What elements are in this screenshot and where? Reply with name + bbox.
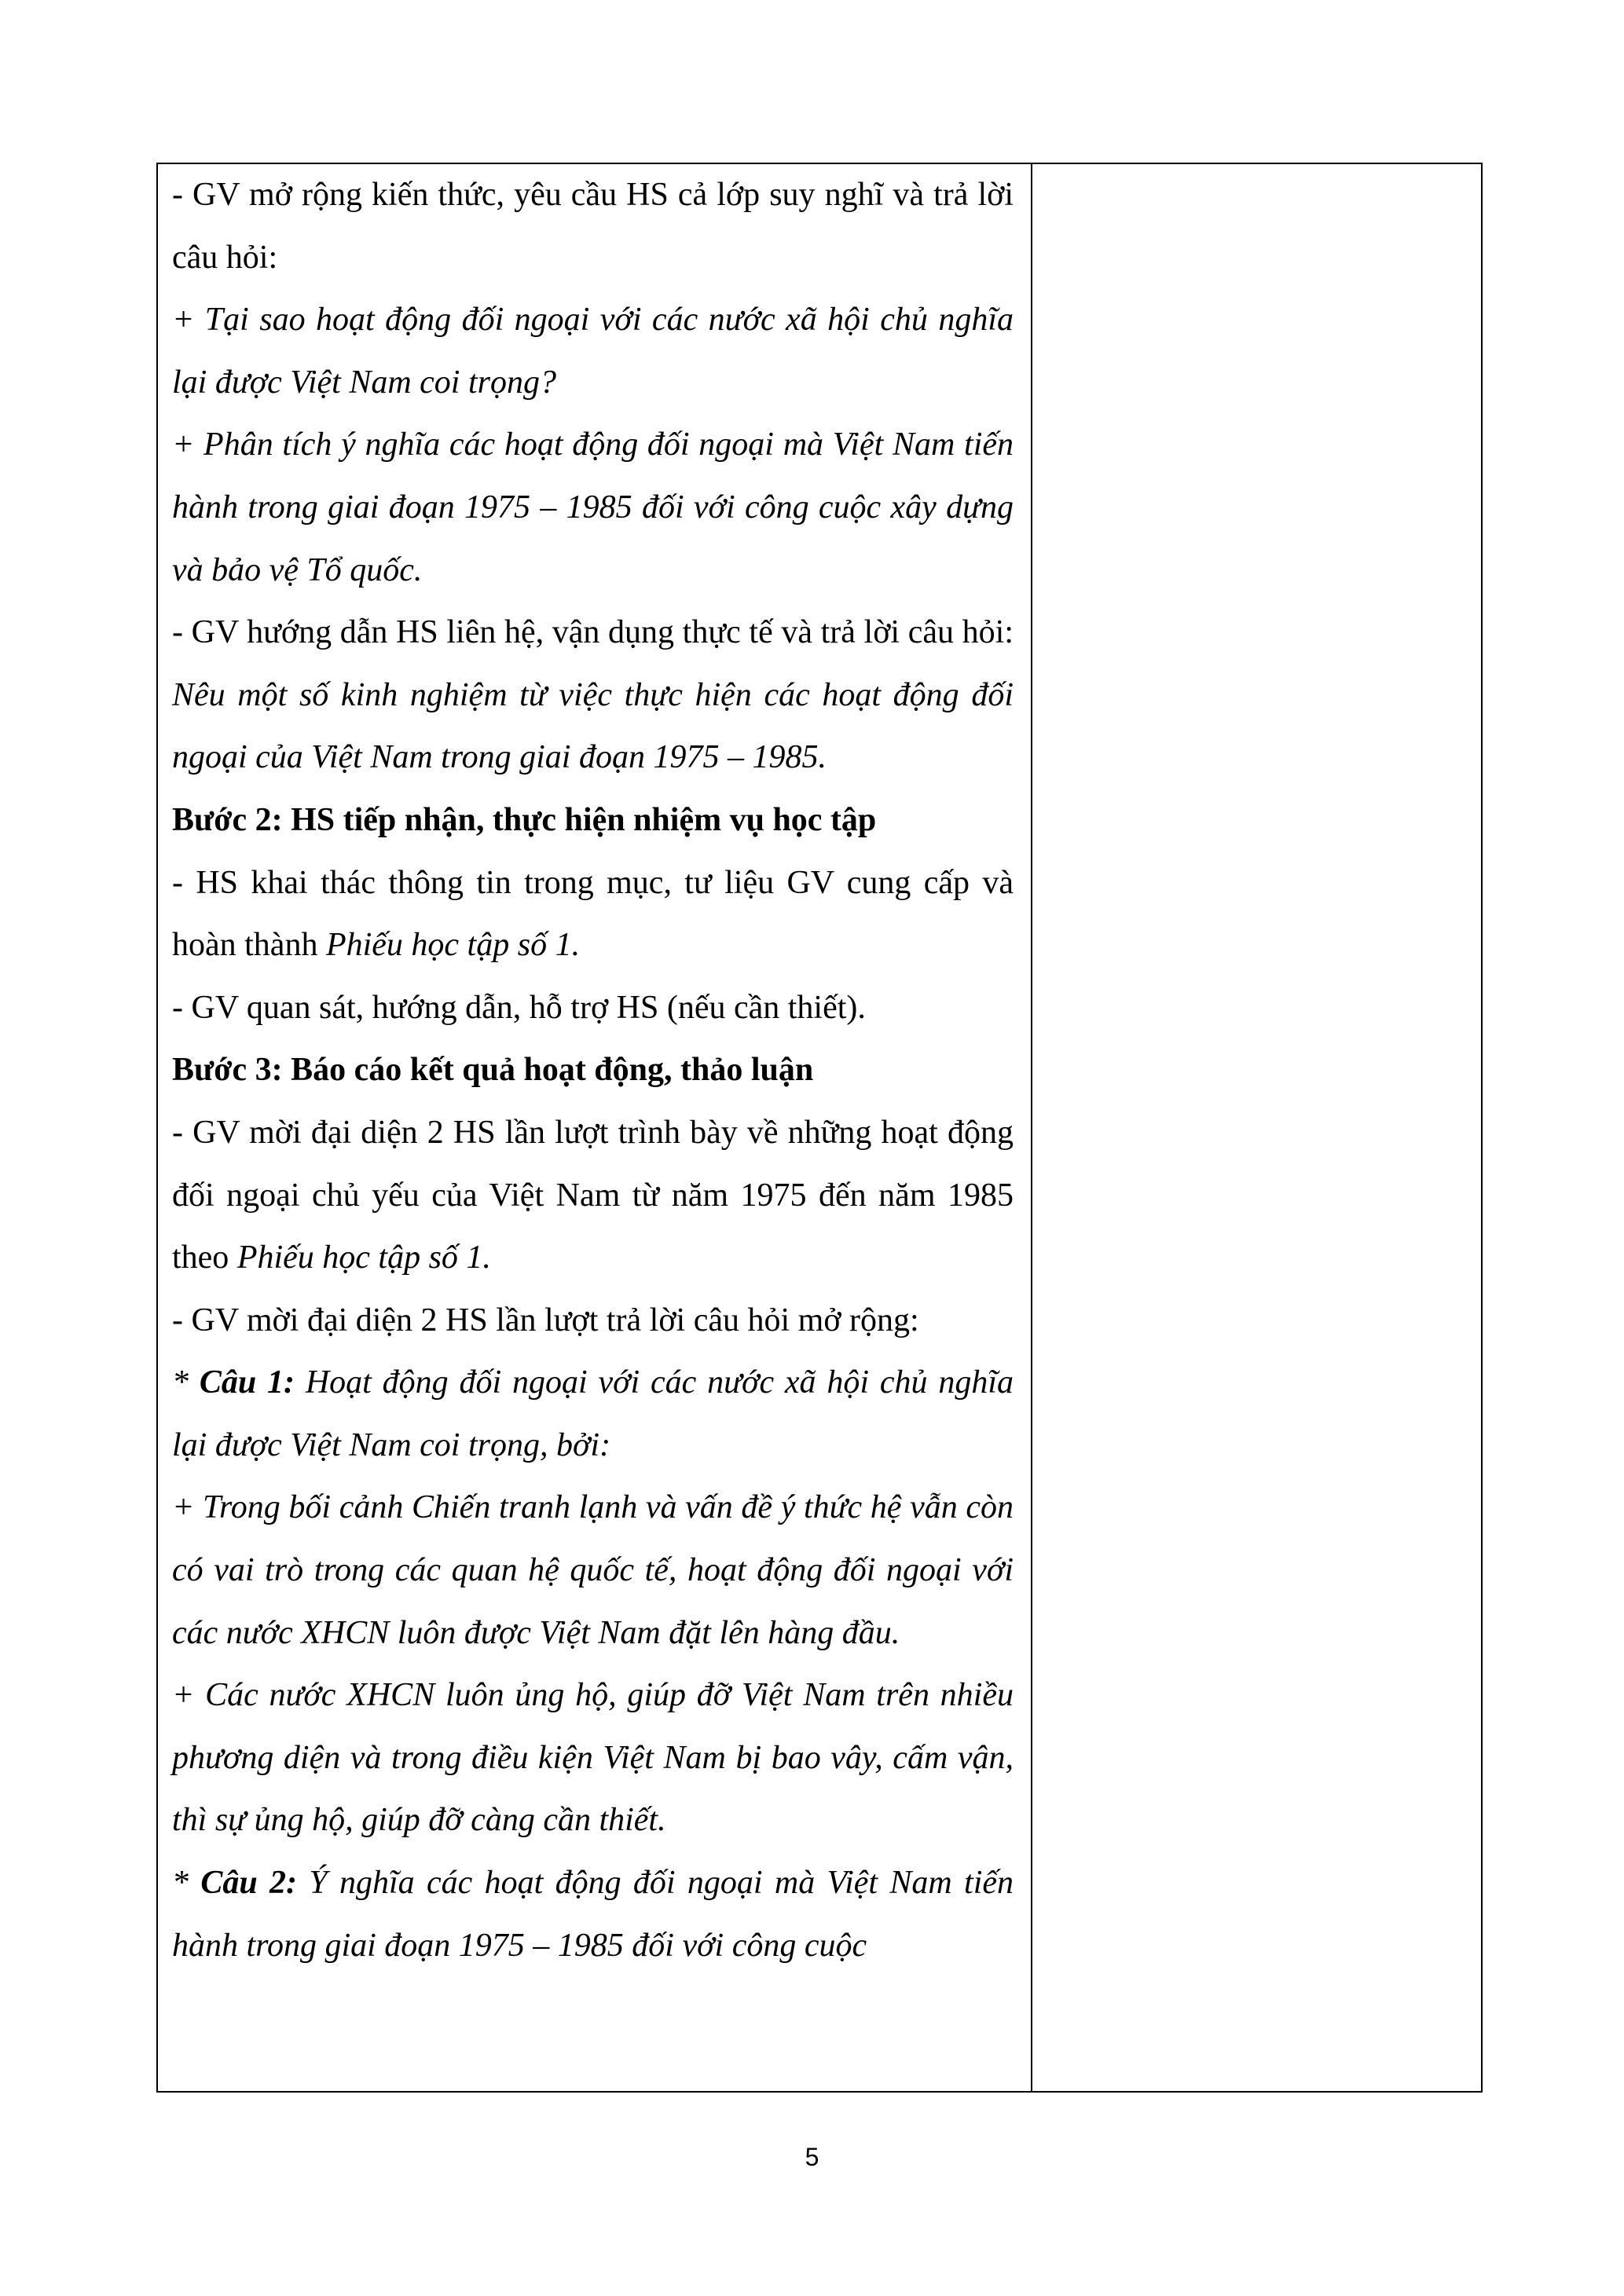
text-run: - GV quan sát, hướng dẫn, hỗ trợ HS (nếu cần thiết). xyxy=(172,989,866,1026)
text-run: + Các nước XHCN luôn ủng hộ, giúp đỡ Việt Nam trên nhiều phương diện và trong điều kiện Việt Nam bị bao vây, cấm vận, thì sự ủng hộ, giúp đỡ càng cần thiết. xyxy=(172,1677,1014,1839)
paragraph xyxy=(172,289,1014,414)
activity-cell xyxy=(158,164,1032,2091)
text-run: - GV mời đại diện 2 HS lần lượt trả lời câu hỏi mở rộng: xyxy=(172,1302,919,1338)
paragraph xyxy=(172,789,1014,852)
paragraph xyxy=(172,1102,1014,1290)
text-run: * xyxy=(172,1865,201,1902)
paragraph xyxy=(172,1477,1014,1664)
paragraph xyxy=(172,1039,1014,1102)
text-run: - GV mở rộng kiến thức, yêu cầu HS cả lớp suy nghĩ và trả lời câu hỏi: xyxy=(172,177,1014,276)
text-run: Bước 2: HS tiếp nhận, thực hiện nhiệm vụ học tập xyxy=(172,801,877,838)
text-run: Phiếu học tập số 1. xyxy=(325,927,581,964)
text-run: Câu 1: xyxy=(199,1364,295,1401)
text-run: * xyxy=(172,1364,200,1401)
text-run: - HS khai thác thông tin trong mục, tư liệu GV cung cấp và hoàn thành xyxy=(172,864,1014,964)
paragraph xyxy=(172,977,1014,1040)
paragraph xyxy=(172,1852,1014,1977)
paragraph xyxy=(172,1290,1014,1353)
paragraph xyxy=(172,852,1014,977)
page-number: 5 xyxy=(805,2143,819,2171)
text-run: Câu 2: xyxy=(200,1865,298,1902)
text-run: - GV hướng dẫn HS liên hệ, vận dụng thực tế và trả lời câu hỏi: xyxy=(172,614,1014,651)
text-run: Nêu một số kinh nghiệm từ việc thực hiện các hoạt động đối ngoại của Việt Nam trong giai đoạn 1975 – 1985. xyxy=(172,676,1014,776)
lesson-table xyxy=(156,163,1483,2093)
text-run: Ý nghĩa các hoạt động đối ngoại mà Việt Nam tiến hành trong giai đoạn 1975 – 1985 đối với công cuộc xyxy=(172,1865,1014,1964)
paragraph xyxy=(172,164,1014,289)
text-run: + Trong bối cảnh Chiến tranh lạnh và vấn đề ý thức hệ vẫn còn có vai trò trong các quan hệ quốc tế, hoạt động đối ngoại với các nước XHCN luôn được Việt Nam đặt lên hàng đầu. xyxy=(172,1489,1014,1651)
paragraph xyxy=(172,1664,1014,1852)
text-run: Bước 3: Báo cáo kết quả hoạt động, thảo luận xyxy=(172,1052,814,1089)
paragraph xyxy=(172,602,1014,789)
text-run: - GV mời đại diện 2 HS lần lượt trình bày về những hoạt động đối ngoại chủ yếu của Việt Nam từ năm 1975 đến năm 1985 theo xyxy=(172,1114,1014,1276)
text-run: Phiếu học tập số 1. xyxy=(236,1240,491,1276)
paragraph xyxy=(172,414,1014,602)
paragraph xyxy=(172,1352,1014,1477)
text-run: + Tại sao hoạt động đối ngoại với các nước xã hội chủ nghĩa lại được Việt Nam coi trọng? xyxy=(172,302,1014,401)
empty-cell xyxy=(1032,164,1481,2091)
text-run: + Phân tích ý nghĩa các hoạt động đối ngoại mà Việt Nam tiến hành trong giai đoạn 1975 – 1985 đối với công cuộc xây dựng và bảo vệ Tổ quốc. xyxy=(172,427,1014,588)
text-run: Hoạt động đối ngoại với các nước xã hội chủ nghĩa lại được Việt Nam coi trọng, bởi: xyxy=(172,1364,1014,1463)
